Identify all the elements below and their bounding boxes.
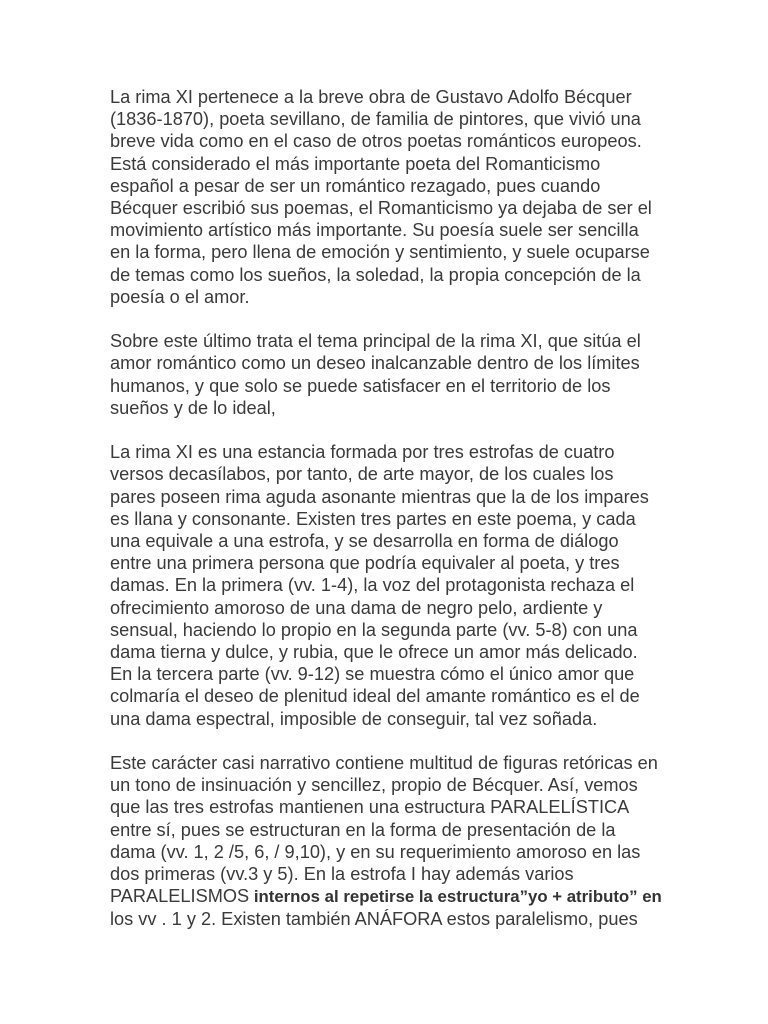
text-line: es llana y consonante. Existen tres partes en este poema, y cada: [110, 508, 636, 529]
text-line: amor romántico como un deseo inalcanzable dentro de los límites: [110, 353, 640, 374]
text-run-normal: PARALELISMOS: [110, 886, 250, 907]
text-line: dama tierna y dulce, y rubia, que le ofrece un amor más delicado.: [110, 642, 638, 663]
text-line: Sobre este último trata el tema principal de la rima XI, que sitúa el: [110, 331, 641, 352]
text-line: humanos, y que solo se puede satisfacer en el territorio de los: [110, 375, 611, 396]
text-line: dama (vv. 1, 2 /5, 6, / 9,10), y en su requerimiento amoroso en las: [110, 841, 641, 862]
text-line: los vv . 1 y 2. Existen también ANÁFORA estos paralelismo, pues: [110, 909, 638, 930]
text-line: La rima XI pertenece a la breve obra de Gustavo Adolfo Bécquer: [110, 87, 632, 107]
paragraph-intro: [110, 86, 670, 308]
text-line: de temas como los sueños, la soledad, la propia concepción de la: [110, 264, 641, 285]
text-line: colmaría el deseo de plenitud ideal del amante romántico es el de: [110, 686, 640, 707]
document-page: [110, 86, 670, 953]
text-line: español a pesar de ser un romántico rezagado, pues cuando: [110, 175, 601, 196]
text-line: La rima XI es una estancia formada por tres estrofas de cuatro: [110, 442, 615, 463]
text-line: versos decasílabos, por tanto, de arte mayor, de los cuales los: [110, 464, 614, 485]
text-line: pares poseen rima aguda asonante mientras que la de los impares: [110, 486, 649, 507]
paragraph-rhetoric: [110, 752, 670, 931]
text-line: que las tres estrofas mantienen una estructura PARALELÍSTICA: [110, 797, 630, 818]
text-line: dos primeras (vv.3 y 5). En la estrofa I hay además varios: [110, 864, 574, 885]
text-line: un tono de insinuación y sencillez, propio de Bécquer. Así, vemos: [110, 775, 638, 796]
text-line: breve vida como en el caso de otros poetas románticos europeos.: [110, 131, 642, 152]
text-line-mixed: [110, 885, 670, 908]
text-run-bold: internos al repetirse la estructura”yo + atributo” en: [249, 887, 662, 907]
text-line: Este carácter casi narrativo contiene multitud de figuras retóricas en: [110, 753, 658, 774]
paragraph-theme: [110, 330, 670, 419]
text-line: damas. En la primera (vv. 1-4), la voz del protagonista rechaza el: [110, 575, 635, 596]
text-line: sensual, haciendo lo propio en la segunda parte (vv. 5-8) con una: [110, 619, 638, 640]
text-line: una dama espectral, imposible de conseguir, tal vez soñada.: [110, 708, 598, 729]
text-line: ofrecimiento amoroso de una dama de negro pelo, ardiente y: [110, 597, 603, 618]
text-line: Está considerado el más importante poeta del Romanticismo: [110, 153, 601, 174]
text-line: entre sí, pues se estructuran en la forma de presentación de la: [110, 819, 616, 840]
text-line: en la forma, pero llena de emoción y sentimiento, y suele ocuparse: [110, 242, 650, 263]
text-line: poesía o el amor.: [110, 286, 250, 307]
text-line: (1836-1870), poeta sevillano, de familia de pintores, que vivió una: [110, 109, 641, 130]
text-line: una equivale a una estrofa, y se desarrolla en forma de diálogo: [110, 531, 619, 552]
text-line: movimiento artístico más importante. Su poesía suele ser sencilla: [110, 220, 639, 241]
text-line: Bécquer escribió sus poemas, el Romanticismo ya dejaba de ser el: [110, 198, 652, 219]
text-line: sueños y de lo ideal,: [110, 397, 276, 418]
text-line: entre una primera persona que podría equivaler al poeta, y tres: [110, 553, 620, 574]
paragraph-structure: [110, 441, 670, 730]
text-line: En la tercera parte (vv. 9-12) se muestra cómo el único amor que: [110, 664, 635, 685]
